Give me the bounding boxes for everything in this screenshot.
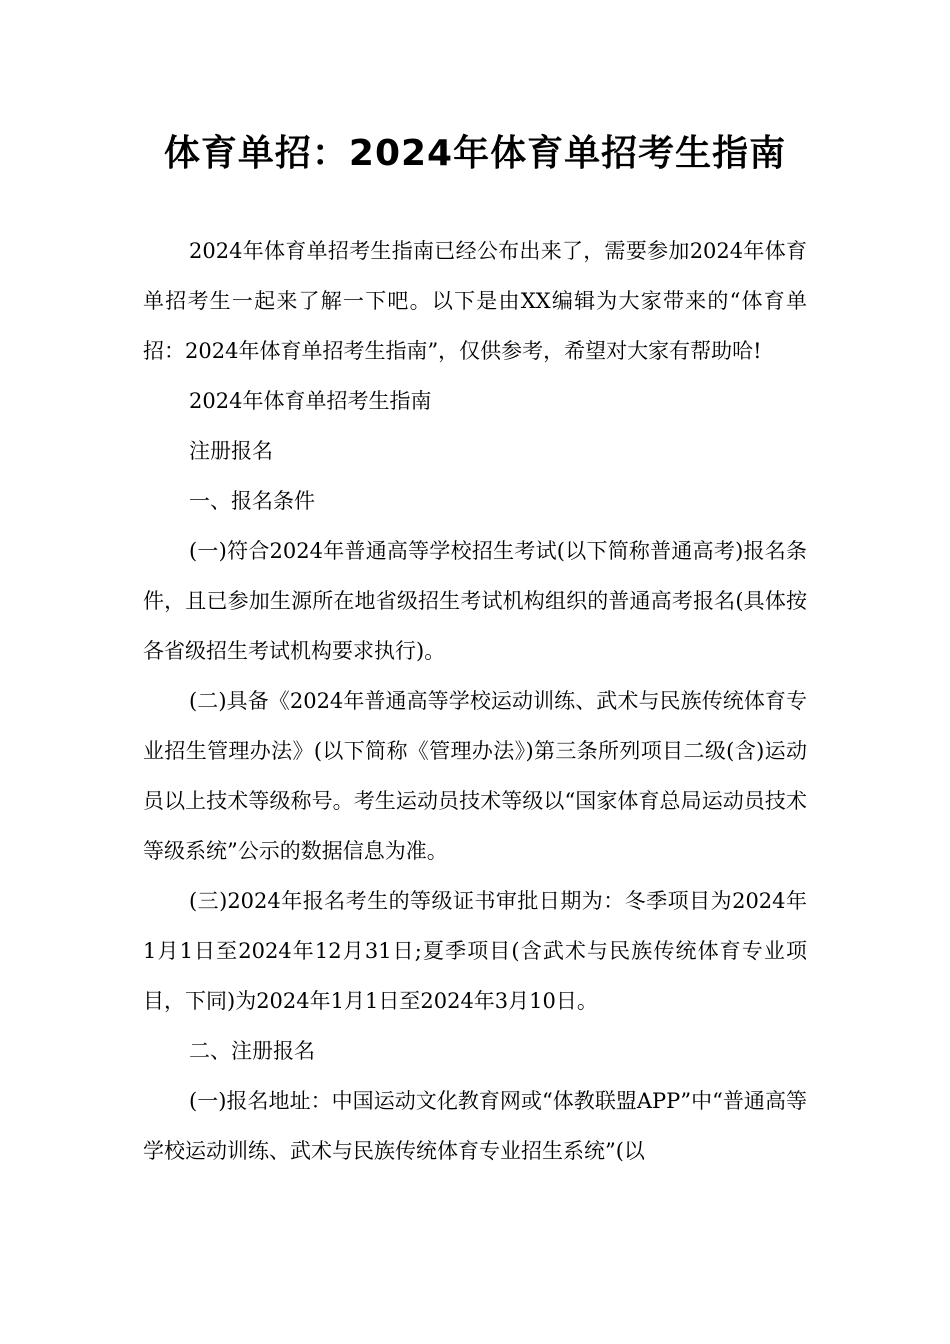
condition-item-2: (二)具备《2024年普通高等学校运动训练、武术与民族传统体育专业招生管理办法》(以下简称《管理办法》)第三条所列项目二级(含)运动员以上技术等级称号。考生运动员技术等级以“国家体育总局运动员技术等级系统”公示的数据信息为准。 bbox=[143, 689, 807, 863]
subsection-heading-conditions: 一、报名条件 bbox=[189, 489, 315, 513]
guide-heading: 2024年体育单招考生指南 bbox=[189, 389, 432, 413]
intro-paragraph: 2024年体育单招考生指南已经公布出来了，需要参加2024年体育单招考生一起来了解一下吧。以下是由XX编辑为大家带来的“体育单招：2024年体育单招考生指南”，仅供参考，希望对大家有帮助哈! bbox=[143, 239, 807, 363]
condition-item-3: (三)2024年报名考生的等级证书审批日期为：冬季项目为2024年1月1日至2024年12月31日;夏季项目(含武术与民族传统体育专业项目，下同)为2024年1月1日至2024年3月10日。 bbox=[143, 889, 807, 1013]
registration-item-1: (一)报名地址：中国运动文化教育网或“体教联盟APP”中“普通高等学校运动训练、武术与民族传统体育专业招生系统”(以 bbox=[143, 1089, 807, 1163]
section-heading-registration: 注册报名 bbox=[189, 439, 273, 463]
condition-item-1: (一)符合2024年普通高等学校招生考试(以下简称普通高考)报名条件，且已参加生源所在地省级招生考试机构组织的普通高考报名(具体按各省级招生考试机构要求执行)。 bbox=[143, 539, 807, 663]
subsection-heading-registration: 二、注册报名 bbox=[189, 1039, 315, 1063]
document-body bbox=[143, 226, 807, 1176]
document-title: 体育单招：2024年体育单招考生指南 bbox=[163, 133, 787, 174]
